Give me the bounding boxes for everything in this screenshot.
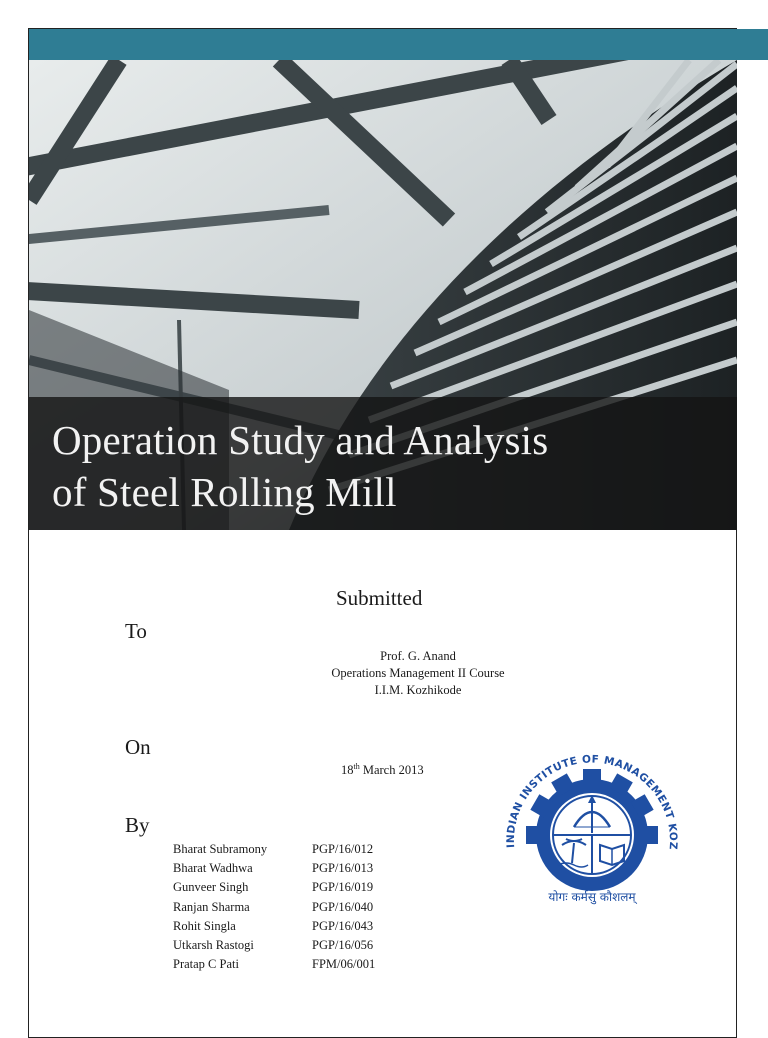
- member-id: PGP/16/019: [312, 880, 374, 895]
- member-name: Utkarsh Rastogi: [173, 938, 254, 953]
- member-id: PGP/16/013: [312, 861, 374, 876]
- logo-motto: योगः कर्मसु कौशलम्: [548, 890, 636, 904]
- title-line-1: Operation Study and Analysis: [52, 417, 549, 463]
- date-rest: March 2013: [359, 763, 424, 778]
- member-row: [173, 840, 422, 859]
- by-label: By: [125, 813, 150, 837]
- member-row: [173, 898, 422, 917]
- recipient-course: Operations Management II Course: [331, 666, 505, 680]
- member-name: Pratap C Pati: [173, 957, 239, 972]
- member-name: Bharat Subramony: [173, 842, 268, 857]
- date-day: 18: [341, 763, 354, 778]
- member-row: [173, 878, 422, 897]
- member-list: [173, 840, 422, 974]
- date-suffix: th: [353, 762, 360, 771]
- on-label: On: [125, 735, 151, 759]
- member-row: [173, 859, 422, 878]
- member-id: PGP/16/040: [312, 899, 374, 914]
- submission-date: [341, 762, 424, 778]
- member-id: PGP/16/056: [312, 938, 374, 953]
- recipient-name: Prof. G. Anand: [380, 649, 456, 663]
- member-row: [173, 955, 422, 974]
- document-title: [52, 414, 722, 518]
- member-id: PGP/16/043: [312, 918, 374, 933]
- header-accent-bar: [29, 29, 768, 60]
- logo-ring-text: INDIAN INSTITUTE OF MANAGEMENT KOZ: [504, 753, 680, 851]
- member-id: FPM/06/001: [312, 957, 376, 972]
- iim-kozhikode-logo: [487, 735, 697, 905]
- member-row: [173, 936, 422, 955]
- member-name: Bharat Wadhwa: [173, 861, 253, 876]
- member-name: Ranjan Sharma: [173, 899, 250, 914]
- member-id: PGP/16/012: [312, 842, 374, 857]
- member-name: Gunveer Singh: [173, 880, 249, 895]
- to-label: To: [125, 619, 147, 643]
- member-name: Rohit Singla: [173, 918, 236, 933]
- member-row: [173, 917, 422, 936]
- submitted-label: Submitted: [336, 586, 423, 610]
- recipient-institute: I.I.M. Kozhikode: [374, 683, 462, 697]
- title-line-2: of Steel Rolling Mill: [52, 469, 397, 515]
- recipient-block: [208, 648, 628, 699]
